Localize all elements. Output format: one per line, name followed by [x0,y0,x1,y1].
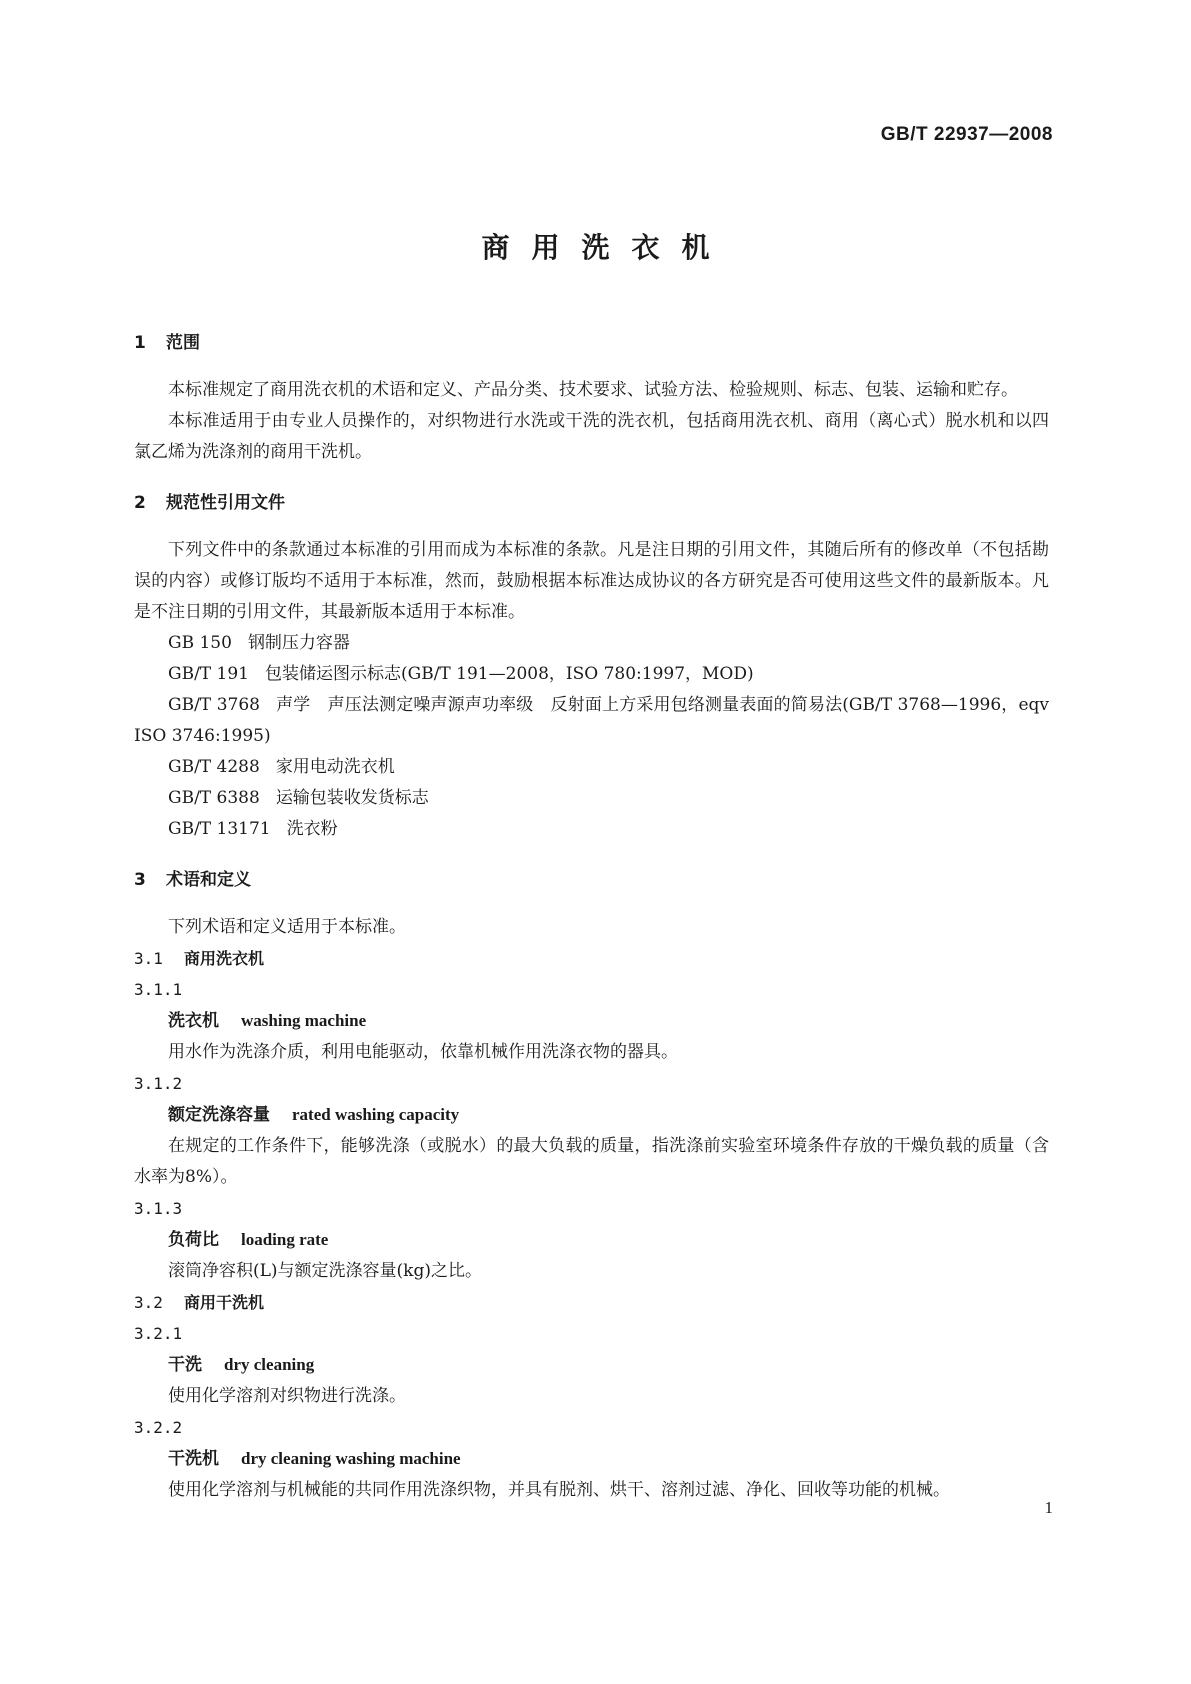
reference-code: GB 150 [168,633,232,653]
term-en: washing machine [241,1011,367,1030]
clause-number: 3.2 [134,1293,163,1312]
section-heading-terms-definitions [134,865,1049,896]
clause-number-3-1-3: 3.1.3 [134,1199,183,1218]
term-en: dry cleaning [224,1355,315,1374]
clause-heading-3-1 [134,943,1049,974]
reference-item [168,628,1049,659]
scope-paragraph-1: 本标准规定了商用洗衣机的术语和定义、产品分类、技术要求、试验方法、检验规则、标志、包装、运输和贮存。 [168,380,1018,400]
term-zh: 负荷比 [168,1230,219,1250]
reference-title: 家用电动洗衣机 [275,757,395,777]
clause-number-3-1-1: 3.1.1 [134,980,183,999]
clause-number-3-1-2: 3.1.2 [134,1074,183,1093]
term-rated-washing-capacity [168,1099,1049,1131]
reference-code: GB/T 3768 [168,695,260,715]
reference-title: 洗衣粉 [286,819,338,839]
standard-code: GB/T 22937—2008 [880,124,1053,145]
clause-number-3-2-1: 3.2.1 [134,1324,183,1343]
section-number: 1 [134,333,146,353]
reference-code: GB/T 191 [168,664,249,684]
clause-number: 3.1 [134,949,163,968]
scope-paragraph-2: 本标准适用于由专业人员操作的，对织物进行水洗或干洗的洗衣机，包括商用洗衣机、商用（离心式）脱水机和以四氯乙烯为洗涤剂的商用干洗机。 [134,411,1049,462]
term-zh: 洗衣机 [168,1011,219,1031]
term-dry-cleaning [168,1349,1049,1381]
definition-rated-washing-capacity: 在规定的工作条件下，能够洗涤（或脱水）的最大负载的质量，指洗涤前实验室环境条件存放的干燥负载的质量（含水率为8%）。 [134,1136,1049,1187]
term-en: loading rate [241,1230,329,1249]
reference-item [168,814,1049,845]
reference-title: 声学 声压法测定噪声源声功率级 反射面上方采用包络测量表面的简易法(GB/T 3768—1996，eqv ISO 3746:1995) [134,695,1049,746]
reference-title: 运输包装收发货标志 [275,788,429,808]
reference-title: 钢制压力容器 [247,633,350,653]
term-zh: 干洗 [168,1355,202,1375]
section-title: 规范性引用文件 [166,493,285,513]
document-title: 商用洗衣机 [481,231,732,264]
section-heading-normative-references [134,488,1049,519]
reference-code: GB/T 13171 [168,819,271,839]
term-washing-machine [168,1005,1049,1037]
references-intro-paragraph: 下列文件中的条款通过本标准的引用而成为本标准的条款。凡是注日期的引用文件，其随后所有的修改单（不包括勘误的内容）或修订版均不适用于本标准，然而，鼓励根据本标准达成协议的各方研究是否可使用这些文件的最新版本。凡是不注日期的引用文件，其最新版本适用于本标准。 [134,540,1049,622]
definition-washing-machine: 用水作为洗涤介质，利用电能驱动，依靠机械作用洗涤衣物的器具。 [168,1042,678,1062]
clause-title: 商用干洗机 [184,1293,265,1312]
term-zh: 额定洗涤容量 [168,1105,270,1125]
section-heading-scope [134,328,1049,359]
clause-number-3-2-2: 3.2.2 [134,1418,183,1437]
section-number: 2 [134,493,146,513]
reference-item [168,752,1049,783]
definition-dry-cleaning-washing-machine: 使用化学溶剂与机械能的共同作用洗涤织物，并具有脱剂、烘干、溶剂过滤、净化、回收等功能的机械。 [168,1480,950,1500]
page-number: 1 [1044,1498,1053,1517]
section-title: 范围 [166,333,200,353]
definition-loading-rate: 滚筒净容积(L)与额定洗涤容量(kg)之比。 [168,1261,483,1281]
term-en: dry cleaning washing machine [241,1449,461,1468]
term-zh: 干洗机 [168,1449,219,1469]
clause-heading-3-2 [134,1287,1049,1318]
reference-item [168,783,1049,814]
reference-item [134,690,1049,752]
term-loading-rate [168,1224,1049,1256]
reference-item [168,659,1049,690]
reference-code: GB/T 6388 [168,788,260,808]
term-en: rated washing capacity [292,1105,460,1124]
section-title: 术语和定义 [166,870,251,890]
clause-title: 商用洗衣机 [184,949,265,968]
definition-dry-cleaning: 使用化学溶剂对织物进行洗涤。 [168,1386,406,1406]
reference-code: GB/T 4288 [168,757,260,777]
reference-title: 包装储运图示标志(GB/T 191—2008，ISO 780:1997，MOD) [265,664,754,684]
document-body [134,322,1049,1506]
term-dry-cleaning-washing-machine [168,1443,1049,1475]
terms-intro-paragraph: 下列术语和定义适用于本标准。 [168,917,406,937]
section-number: 3 [134,870,146,890]
